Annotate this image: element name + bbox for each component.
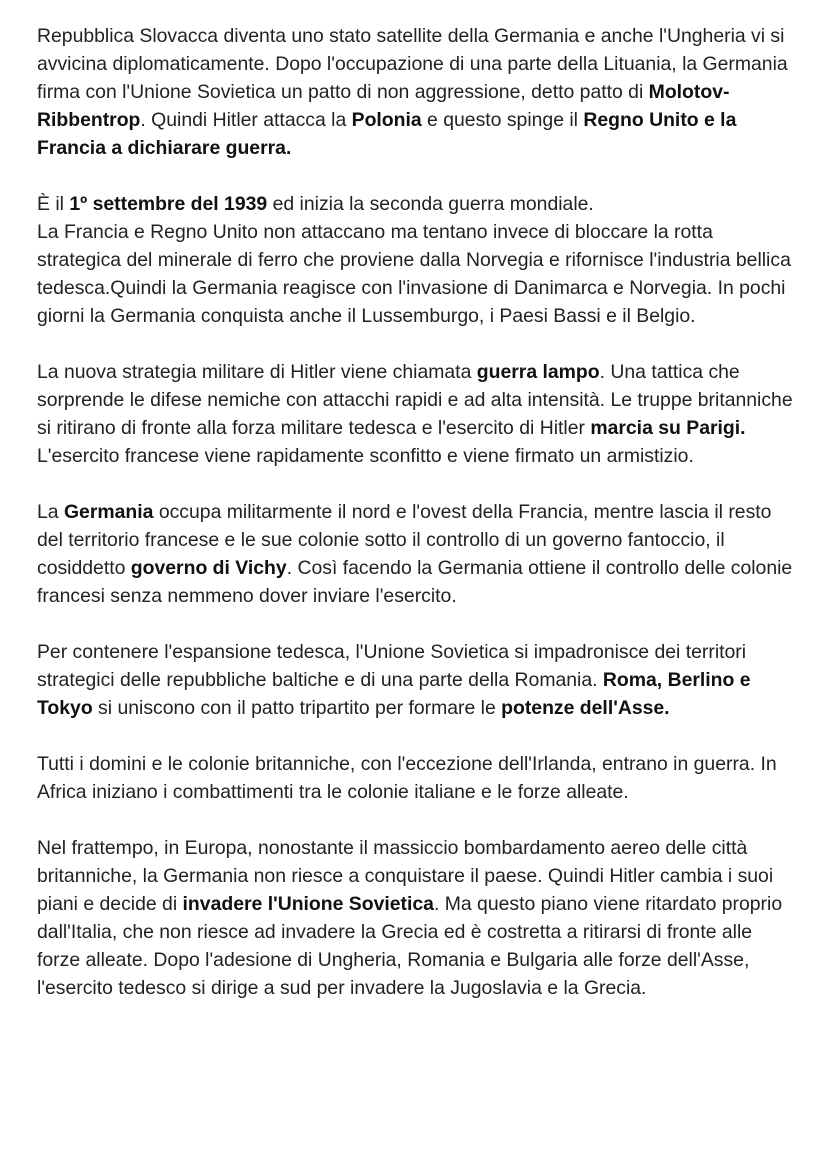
bold-text-run: marcia su Parigi. [590, 417, 746, 439]
text-run: Nel frattempo, in Europa, nonostante il massiccio bombardamento aereo delle città britanniche, la Germania non riesce a conquistare il paese. Quindi Hitler cambia i suoi piani e decide di [37, 837, 774, 915]
text-run: La nuova strategia militare di Hitler viene chiamata [37, 361, 477, 383]
text-run: Repubblica Slovacca diventa uno stato satellite della Germania e anche l'Ungheria vi si avvicina diplomaticamente. Dopo l'occupazione di una parte della Lituania, la Germania firma con l'Unione Sovietica un patto di non aggressione, detto patto di [37, 25, 788, 103]
bold-text-run: Molotov-Ribbentrop [37, 81, 730, 131]
bold-text-run: Regno Unito e la Francia a dichiarare guerra. [37, 109, 737, 159]
document-body [37, 22, 797, 1002]
paragraph [37, 750, 797, 806]
bold-text-run: Germania [63, 501, 154, 523]
text-run: La [37, 501, 64, 523]
bold-text-run: guerra lampo [476, 361, 600, 383]
paragraph [37, 834, 797, 1002]
text-run: . Così facendo la Germania ottiene il controllo delle colonie francesi senza nemmeno dover inviare l'esercito. [37, 557, 793, 607]
text-run: . Quindi Hitler attacca la [140, 109, 352, 131]
text-run: . Ma questo piano viene ritardato proprio dall'Italia, che non riesce ad invadere la Grecia ed è costretta a ritirarsi di fronte alle forze alleate. Dopo l'adesione di Ungheria, Romania e Bulgaria alle forze dell'Asse, l'esercito tedesco si dirige a sud per invadere la Jugoslavia e la Grecia. [37, 893, 783, 999]
paragraph [37, 358, 797, 470]
bold-text-run: 1º settembre del 1939 [69, 193, 268, 215]
paragraph [37, 498, 797, 610]
text-run: ed inizia la seconda guerra mondiale. [267, 193, 594, 215]
text-run: Per contenere l'espansione tedesca, l'Unione Sovietica si impadronisce dei territori strategici delle repubbliche baltiche e di una parte della Romania. [37, 641, 747, 691]
bold-text-run: governo di Vichy [130, 557, 287, 579]
text-run: . Una tattica che sorprende le difese nemiche con attacchi rapidi e ad alta intensità. Le truppe britanniche si ritirano di fronte alla forza militare tedesca e l'esercito di Hitler [37, 361, 793, 439]
text-run: La Francia e Regno Unito non attaccano ma tentano invece di bloccare la rotta strategica del minerale di ferro che proviene dalla Norvegia e rifornisce l'industria bellica tedesca.Quindi la Germania reagisce con l'invasione di Danimarca e Norvegia. In pochi giorni la Germania conquista anche il Lussemburgo, i Paesi Bassi e il Belgio. [37, 221, 791, 327]
text-run: Tutti i domini e le colonie britanniche, con l'eccezione dell'Irlanda, entrano in guerra. In Africa iniziano i combattimenti tra le colonie italiane e le forze alleate. [37, 753, 777, 803]
text-run: È il [37, 193, 70, 215]
paragraph [37, 22, 797, 162]
text-run: occupa militarmente il nord e l'ovest della Francia, mentre lascia il resto del territorio francese e le sue colonie sotto il controllo di un governo fantoccio, il cosiddetto [37, 501, 772, 579]
text-run: si uniscono con il patto tripartito per formare le [92, 697, 502, 719]
paragraph [37, 190, 797, 330]
bold-text-run: potenze dell'Asse. [501, 697, 670, 719]
bold-text-run: invadere l'Unione Sovietica [182, 893, 434, 915]
bold-text-run: Polonia [351, 109, 422, 131]
bold-text-run: Roma, Berlino e Tokyo [37, 669, 751, 719]
text-run: L'esercito francese viene rapidamente sconfitto e viene firmato un armistizio. [37, 445, 694, 467]
paragraph [37, 638, 797, 722]
text-run: e questo spinge il [421, 109, 584, 131]
